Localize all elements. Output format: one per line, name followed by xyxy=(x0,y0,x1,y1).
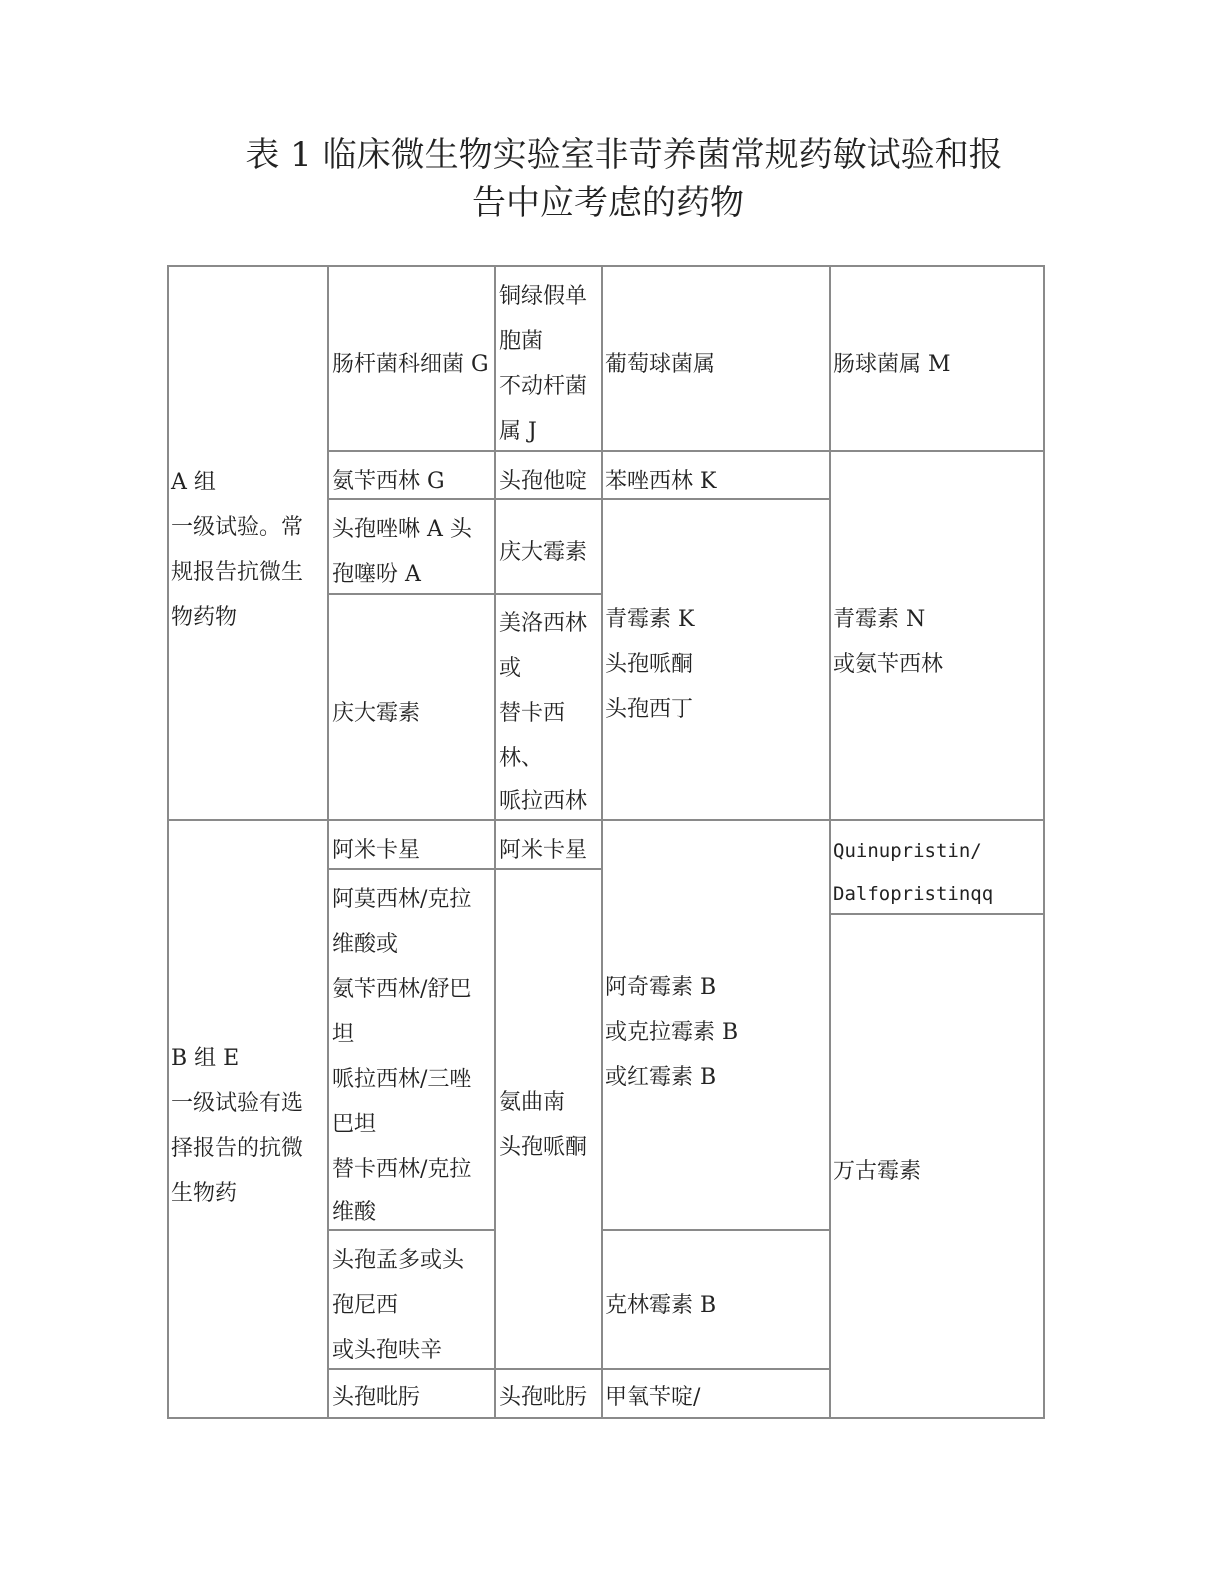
drug-name: 头孢孟多或头 xyxy=(332,1248,465,1273)
header-enterococcus xyxy=(829,265,1045,452)
group-a-label-line: 物药物 xyxy=(171,605,238,630)
drug-name: 万古霉素 xyxy=(833,1159,922,1184)
group-b-label-line: 择报告的抗微 xyxy=(171,1136,304,1161)
cell-a-entero-3 xyxy=(327,593,496,821)
drug-name: 头孢哌酮 xyxy=(605,652,694,677)
cell-a-pseudo-2 xyxy=(494,498,603,595)
drug-name: 哌拉西林 xyxy=(499,789,588,814)
drug-name: 头孢西丁 xyxy=(605,697,694,722)
drug-name: 苯唑西林 K xyxy=(605,469,717,494)
drug-name: 庆大霉素 xyxy=(499,540,588,565)
group-a-label-line: 一级试验。常 xyxy=(171,515,304,540)
drug-name: 或克拉霉素 B xyxy=(605,1020,739,1045)
drug-name: 维酸或 xyxy=(332,932,399,957)
cell-b-staph-1 xyxy=(601,819,831,1231)
drug-name: 林、 xyxy=(499,746,544,771)
cell-a-staph-2 xyxy=(601,498,831,821)
header-label: 属 J xyxy=(499,419,537,444)
header-label: 铜绿假单 xyxy=(499,284,588,309)
group-b-label-line: 生物药 xyxy=(171,1181,238,1206)
drug-name: 头孢哌酮 xyxy=(499,1135,588,1160)
drug-name: 头孢唑啉 A 头 xyxy=(332,517,472,542)
drug-name: 孢尼西 xyxy=(332,1293,399,1318)
drug-name: 替卡西林/克拉 xyxy=(332,1157,472,1182)
drug-name: 哌拉西林/三唑 xyxy=(332,1067,472,1092)
cell-b-pseudo-1 xyxy=(494,819,603,870)
drug-name: 青霉素 K xyxy=(605,607,695,632)
cell-b-entero-3 xyxy=(327,1229,496,1370)
drug-name: 氨曲南 xyxy=(499,1090,566,1115)
group-a-label-line: A 组 xyxy=(171,470,216,495)
drug-name: 孢噻吩 A xyxy=(332,562,421,587)
drug-name: Quinupristin/ xyxy=(833,840,982,862)
cell-a-entero-1 xyxy=(327,450,496,500)
drug-name: 阿米卡星 xyxy=(499,838,588,863)
group-a-label-cell xyxy=(167,265,329,821)
drug-name: 或 xyxy=(499,656,522,681)
drug-name: 坦 xyxy=(332,1022,355,1047)
cell-a-entero-2 xyxy=(327,498,496,595)
title-line-1: 表 1 临床微生物实验室非苛养菌常规药敏试验和报 xyxy=(245,135,1003,175)
drug-name: Dalfopristinqq xyxy=(833,883,994,905)
cell-b-entero-1 xyxy=(327,819,496,870)
drug-name: 甲氧苄啶/ xyxy=(605,1385,701,1410)
cell-b-entero-2 xyxy=(327,868,496,1231)
drug-name: 庆大霉素 xyxy=(332,701,421,726)
drug-name: 维酸 xyxy=(332,1200,377,1225)
header-label: 不动杆菌 xyxy=(499,374,588,399)
cell-b-pseudo-2 xyxy=(494,868,603,1370)
header-label: 肠杆菌科细菌 G xyxy=(332,352,489,377)
drug-name: 阿米卡星 xyxy=(332,838,421,863)
header-enterobacteriaceae xyxy=(327,265,496,452)
drug-name: 氨苄西林/舒巴 xyxy=(332,977,472,1002)
header-label: 肠球菌属 M xyxy=(833,352,951,377)
header-pseudomonas xyxy=(494,265,603,452)
drug-name: 克林霉素 B xyxy=(605,1293,717,1318)
cell-b-pseudo-3 xyxy=(494,1368,603,1419)
cell-b-entero-4 xyxy=(327,1368,496,1419)
cell-b-staph-3 xyxy=(601,1368,831,1419)
drug-name: 头孢吡肟 xyxy=(499,1385,588,1410)
group-a-label-line: 规报告抗微生 xyxy=(171,560,304,585)
drug-name: 或氨苄西林 xyxy=(833,652,944,677)
cell-b-enterococcus-2 xyxy=(829,913,1045,1419)
drug-name: 美洛西林 xyxy=(499,611,588,636)
cell-a-pseudo-3 xyxy=(494,593,603,821)
drug-name: 头孢他啶 xyxy=(499,469,588,494)
drug-name: 替卡西 xyxy=(499,701,566,726)
drug-name: 头孢吡肟 xyxy=(332,1385,421,1410)
header-staphylococcus xyxy=(601,265,831,452)
group-b-label-line: 一级试验有选 xyxy=(171,1091,304,1116)
group-b-label-cell xyxy=(167,819,329,1419)
drug-name: 阿莫西林/克拉 xyxy=(332,887,472,912)
cell-b-staph-2 xyxy=(601,1229,831,1370)
cell-a-staph-1 xyxy=(601,450,831,500)
header-label: 胞菌 xyxy=(499,329,544,354)
drug-name: 阿奇霉素 B xyxy=(605,975,717,1000)
cell-a-pseudo-1 xyxy=(494,450,603,500)
cell-a-enterococcus xyxy=(829,450,1045,821)
drug-name: 氨苄西林 G xyxy=(332,469,445,494)
cell-b-enterococcus-1 xyxy=(829,819,1045,915)
group-b-label-line: B 组 E xyxy=(171,1046,240,1071)
drug-name: 巴坦 xyxy=(332,1112,377,1137)
drug-name: 青霉素 N xyxy=(833,607,926,632)
header-label: 葡萄球菌属 xyxy=(605,352,716,377)
title-line-2: 告中应考虑的药物 xyxy=(472,183,744,223)
drug-name: 或红霉素 B xyxy=(605,1065,717,1090)
drug-name: 或头孢呋辛 xyxy=(332,1338,443,1363)
